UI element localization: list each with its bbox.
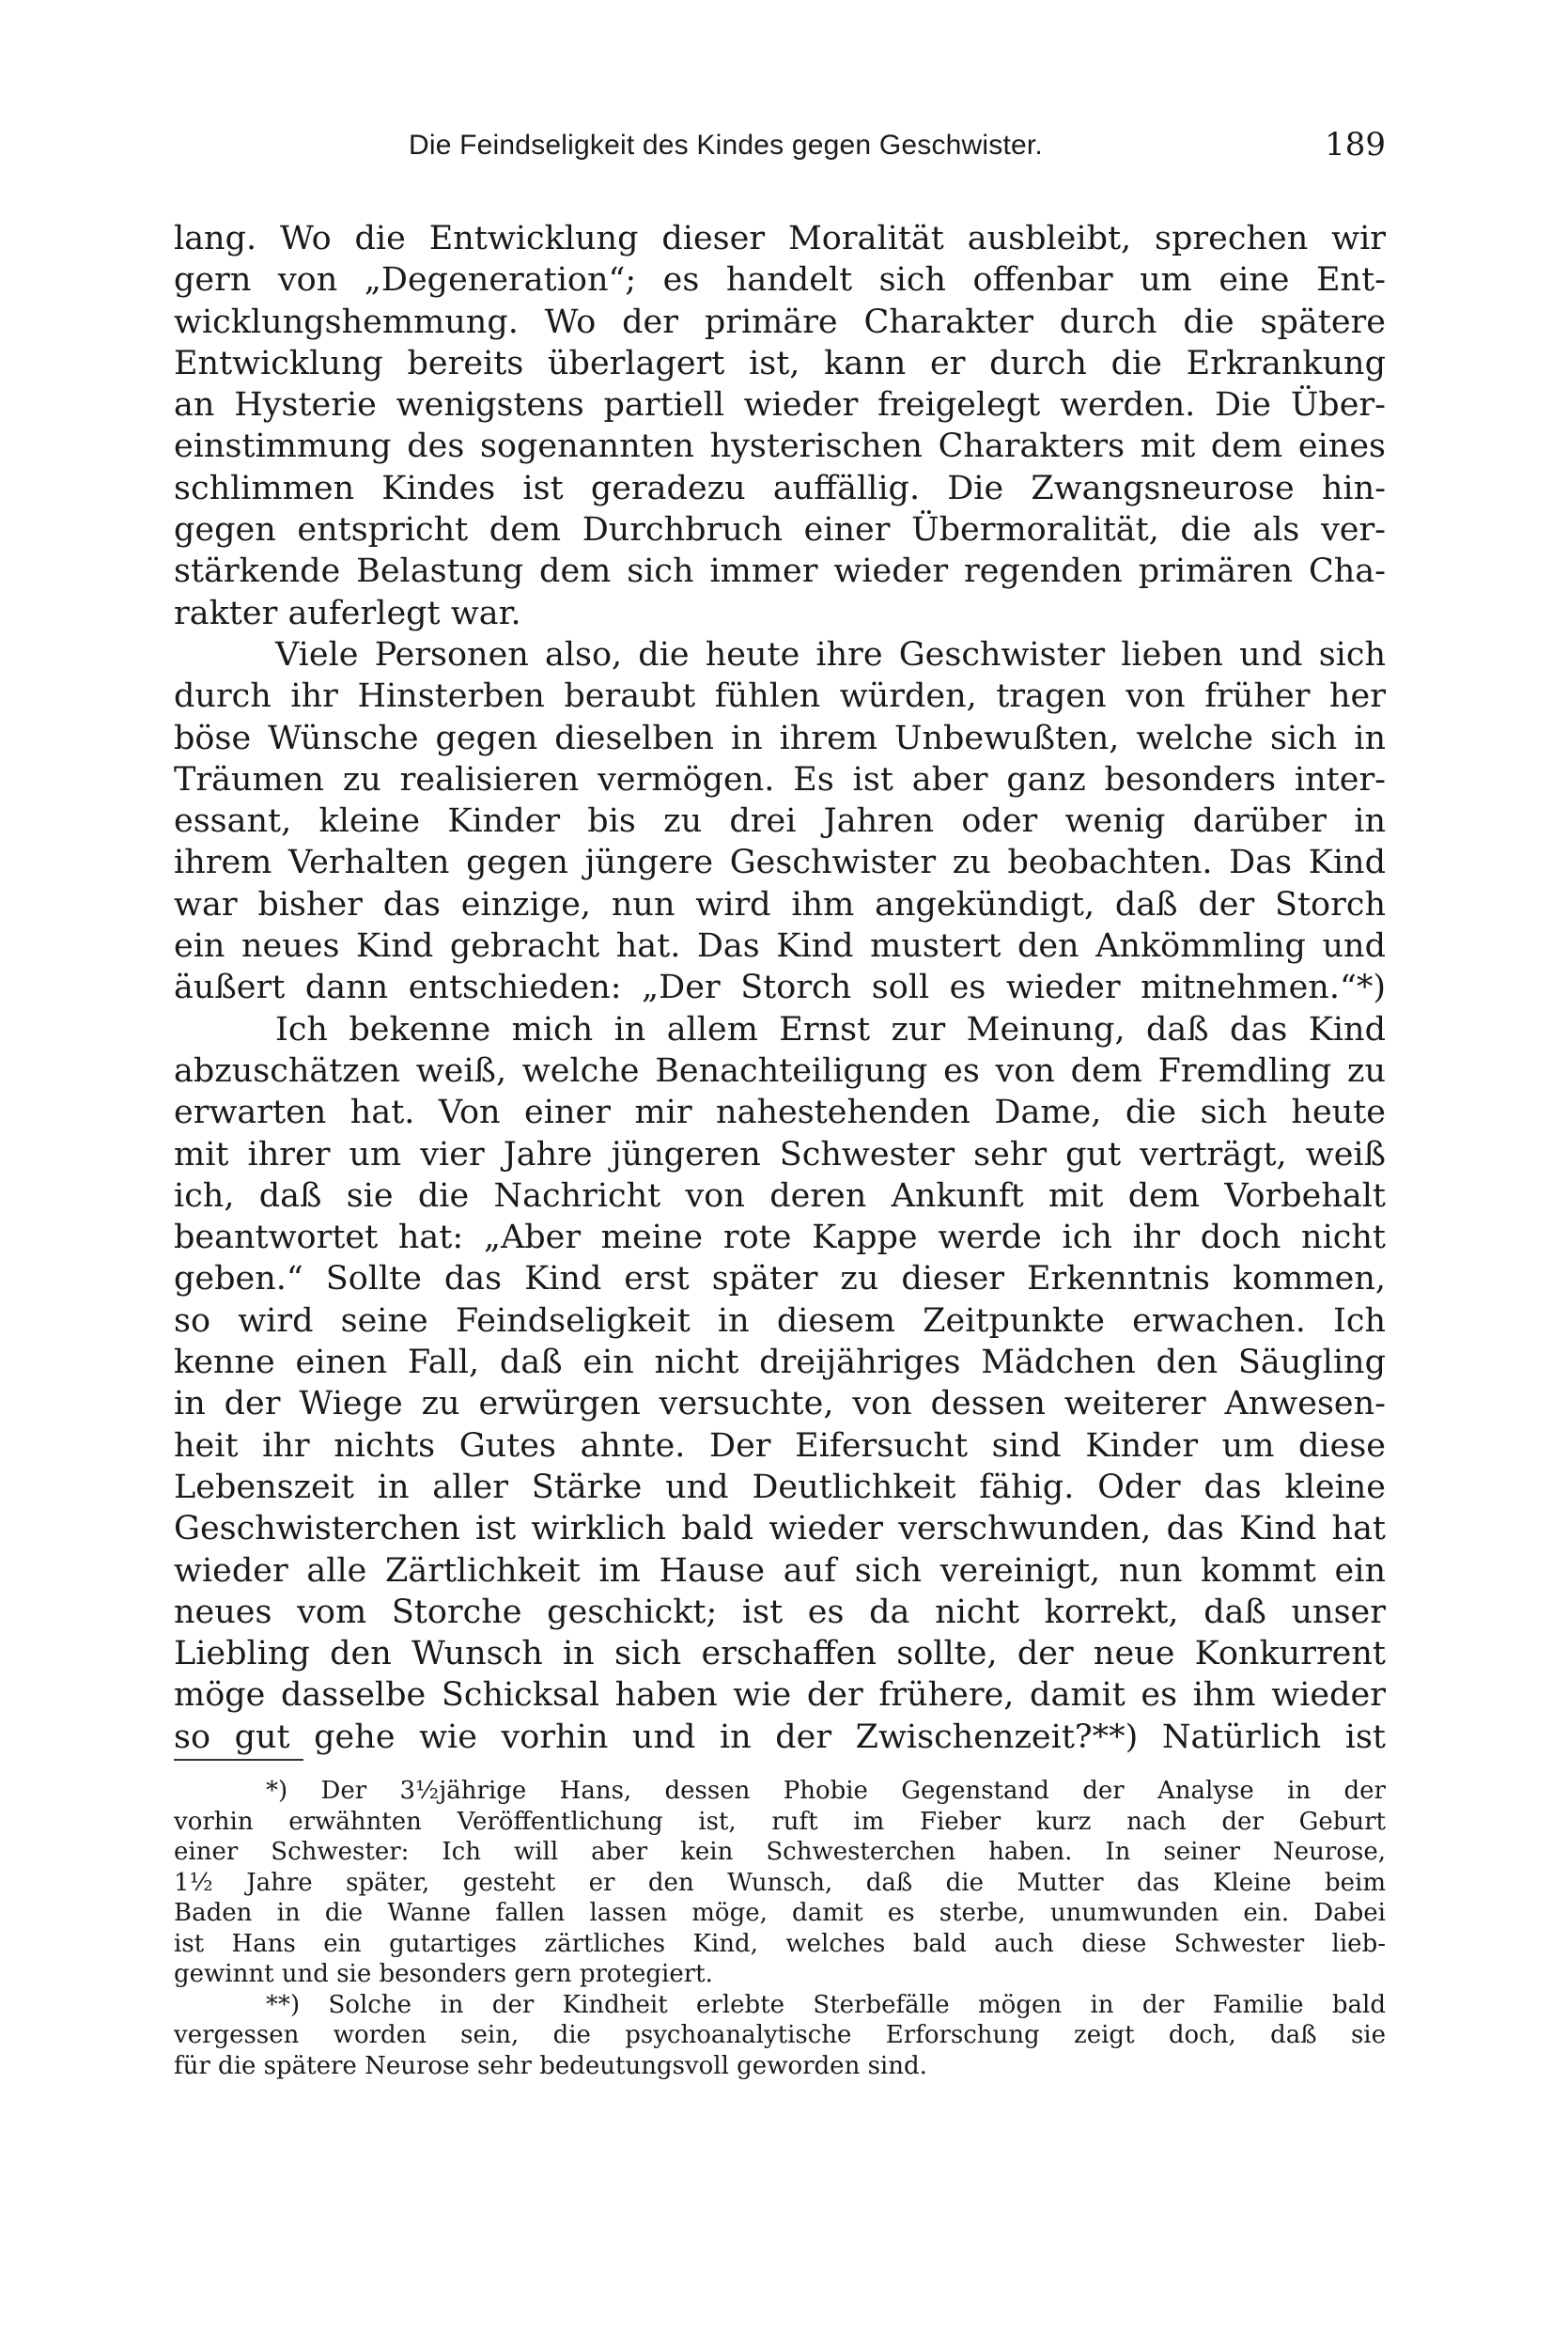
footnote-line: vergessen worden sein, die psychoanalytische Erforschung zeigt doch, daß sie <box>174 2021 1386 2049</box>
footnote-line: vorhin erwähnten Veröffentlichung ist, ruft im Fieber kurz nach der Geburt <box>174 1807 1386 1836</box>
text-line: wieder alle Zärtlichkeit im Hause auf sich vereinigt, nun kommt ein <box>174 1551 1386 1590</box>
text-line: äußert dann entschieden: „Der Storch soll es wieder mitnehmen.“*) <box>174 969 1386 1007</box>
text-line: möge dasselbe Schicksal haben wie der frühere, damit es ihm wieder <box>174 1676 1386 1715</box>
text-line: ein neues Kind gebracht hat. Das Kind mustert den Ankömmling und <box>174 927 1386 966</box>
text-line: abzuschätzen weiß, welche Benachteiligung es von dem Fremdling zu <box>174 1051 1386 1090</box>
footnotes <box>174 1776 1386 2081</box>
text-line: böse Wünsche gegen dieselben in ihrem Unbewußten, welche sich in <box>174 719 1386 757</box>
running-title: Die Feindseligkeit des Kindes gegen Geschwister. <box>409 130 1043 161</box>
text-line: essant, kleine Kinder bis zu drei Jahren oder wenig darüber in <box>174 802 1386 841</box>
text-line: Träumen zu realisieren vermögen. Es ist aber ganz besonders inter- <box>174 760 1386 799</box>
text-line: einstimmung des sogenannten hysterischen Charakters mit dem eines <box>174 428 1386 466</box>
text-line: geben.“ Sollte das Kind erst später zu dieser Erkenntnis kommen, <box>174 1260 1386 1298</box>
footnote-line: Baden in die Wanne fallen lassen möge, damit es sterbe, unumwunden ein. Dabei <box>174 1899 1386 1927</box>
text-line: ihrem Verhalten gegen jüngere Geschwister zu beobachten. Das Kind <box>174 844 1386 882</box>
footnote-line: ist Hans ein gutartiges zärtliches Kind, welches bald auch diese Schwester lieb- <box>174 1929 1386 1958</box>
body-text <box>174 218 1386 1758</box>
text-line: Liebling den Wunsch in sich erschaffen sollte, der neue Konkurrent <box>174 1635 1386 1673</box>
footnote-line: für die spätere Neurose sehr bedeutungsvoll geworden sind. <box>174 2051 927 2080</box>
text-line: gegen entspricht dem Durchbruch einer Übermoralität, die als ver- <box>174 511 1386 550</box>
footnote-divider <box>174 1759 303 1761</box>
text-line: gern von „Degeneration“; es handelt sich offenbar um eine Ent- <box>174 261 1386 300</box>
text-line: Ich bekenne mich in allem Ernst zur Meinung, daß das Kind <box>275 1010 1386 1049</box>
text-line: in der Wiege zu erwürgen versuchte, von dessen weiterer Anwesen- <box>174 1385 1386 1423</box>
page-number: 189 <box>1325 126 1386 163</box>
text-line: Entwicklung bereits überlagert ist, kann er durch die Erkrankung <box>174 344 1386 382</box>
text-line: durch ihr Hinsterben beraubt fühlen würden, tragen von früher her <box>174 677 1386 716</box>
text-line: ich, daß sie die Nachricht von deren Ankunft mit dem Vorbehalt <box>174 1176 1386 1215</box>
text-line: lang. Wo die Entwicklung dieser Moralität ausbleibt, sprechen wir <box>174 220 1386 257</box>
text-line: beantwortet hat: „Aber meine rote Kappe werde ich ihr doch nicht <box>174 1219 1386 1257</box>
text-line: so wird seine Feindseligkeit in diesem Zeitpunkte erwachen. Ich <box>174 1301 1386 1340</box>
footnote-line: 1½ Jahre später, gesteht er den Wunsch, daß die Mutter das Kleine beim <box>174 1868 1386 1897</box>
text-line: mit ihrer um vier Jahre jüngeren Schwester sehr gut verträgt, weiß <box>174 1135 1386 1174</box>
text-line: stärkende Belastung dem sich immer wieder regenden primären Cha- <box>174 552 1386 591</box>
text-line: Geschwisterchen ist wirklich bald wieder verschwunden, das Kind hat <box>174 1510 1386 1548</box>
text-line: neues vom Storche geschickt; ist es da nicht korrekt, daß unser <box>174 1593 1386 1631</box>
text-line: so gut gehe wie vorhin und in der Zwischenzeit?**) Natürlich ist <box>174 1718 1386 1756</box>
text-line: Viele Personen also, die heute ihre Geschwister lieben und sich <box>275 635 1386 674</box>
footnote-line: einer Schwester: Ich will aber kein Schwesterchen haben. In seiner Neurose, <box>174 1838 1386 1866</box>
running-header <box>174 126 1386 177</box>
footnote-line: *) Der 3½jährige Hans, dessen Phobie Gegenstand der Analyse in der <box>266 1777 1386 1805</box>
text-line: Lebenszeit in aller Stärke und Deutlichkeit fähig. Oder das kleine <box>174 1468 1386 1506</box>
footnote-line: gewinnt und sie besonders gern protegiert. <box>174 1960 713 1988</box>
text-line: kenne einen Fall, daß ein nicht dreijähriges Mädchen den Säugling <box>174 1344 1386 1382</box>
text-line: rakter auferlegt war. <box>174 594 521 632</box>
text-line: heit ihr nichts Gutes ahnte. Der Eifersucht sind Kinder um diese <box>174 1426 1386 1465</box>
text-line: war bisher das einzige, nun wird ihm angekündigt, daß der Storch <box>174 885 1386 924</box>
text-line: schlimmen Kindes ist geradezu auffällig. Die Zwangsneurose hin- <box>174 469 1386 507</box>
text-line: an Hysterie wenigstens partiell wieder freigelegt werden. Die Über- <box>174 386 1386 425</box>
text-line: erwarten hat. Von einer mir nahestehenden Dame, die sich heute <box>174 1094 1386 1132</box>
footnote-line: **) Solche in der Kindheit erlebte Sterbefälle mögen in der Familie bald <box>266 1990 1386 2019</box>
text-line: wicklungshemmung. Wo der primäre Charakter durch die spätere <box>174 303 1386 341</box>
